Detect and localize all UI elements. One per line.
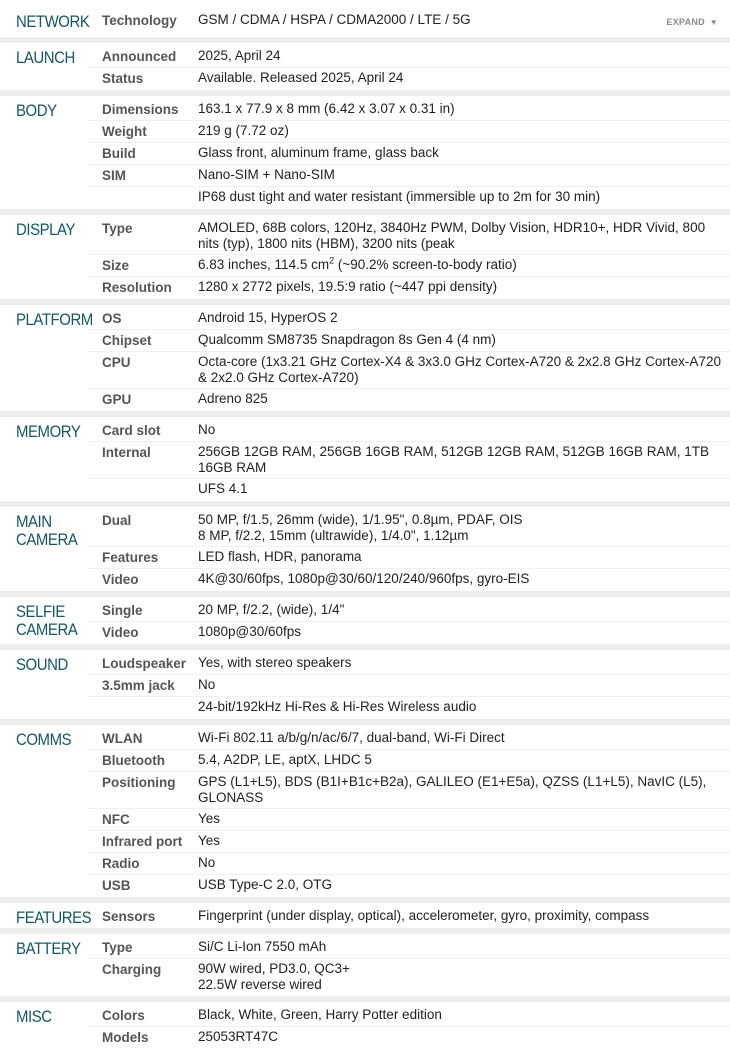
spec-value: Yes, with stereo speakers bbox=[198, 655, 352, 670]
spec-value: Glass front, aluminum frame, glass back bbox=[198, 145, 439, 160]
spec-row bbox=[88, 809, 730, 831]
section-main-camera bbox=[0, 507, 730, 597]
spec-value: Fingerprint (under display, optical), accelerometer, gyro, proximity, compass bbox=[198, 908, 650, 923]
category-cell bbox=[0, 218, 88, 298]
spec-title[interactable]: Charging bbox=[102, 962, 162, 977]
spec-title[interactable]: Features bbox=[102, 550, 159, 565]
spec-row bbox=[88, 277, 730, 298]
spec-value: GSM / CDMA / HSPA / CDMA2000 / LTE / 5G bbox=[198, 12, 471, 27]
spec-title[interactable]: Video bbox=[102, 625, 139, 640]
spec-value: LED flash, HDR, panorama bbox=[198, 549, 362, 564]
spec-row bbox=[88, 959, 730, 995]
spec-value: Nano-SIM + Nano-SIM bbox=[198, 167, 335, 182]
spec-row bbox=[88, 330, 730, 352]
spec-row bbox=[88, 218, 730, 255]
section-comms bbox=[0, 725, 730, 903]
camera-line-1: 50 MP, f/1.5, 26mm (wide), 1/1.95", 0.8µm, PDAF, OIS bbox=[198, 512, 523, 527]
spec-value: Yes bbox=[198, 833, 221, 848]
spec-value: Octa-core (1x3.21 GHz Cortex-X4 & 3x3.0 GHz Cortex-A720 & 2x2.8 GHz Cortex-A720 & 2x2.0 GHz Cortex-A720) bbox=[198, 354, 721, 385]
category-platform[interactable]: PLATFORM bbox=[16, 310, 93, 329]
spec-row bbox=[88, 1027, 730, 1048]
category-features[interactable]: FEATURES bbox=[16, 908, 92, 927]
category-cell bbox=[0, 1005, 88, 1048]
spec-value: 1280 x 2772 pixels, 19.5:9 ratio (~447 ppi density) bbox=[198, 279, 498, 294]
category-main-camera[interactable]: MAIN CAMERA bbox=[16, 512, 78, 549]
spec-row bbox=[88, 772, 730, 809]
spec-title[interactable]: Announced bbox=[102, 49, 177, 64]
spec-row bbox=[88, 675, 730, 697]
chevron-down-icon: ▼ bbox=[709, 18, 718, 27]
spec-title[interactable]: Technology bbox=[102, 13, 177, 28]
spec-value: GPS (L1+L5), BDS (B1I+B1c+B2a), GALILEO (E1+E5a), QZSS (L1+L5), NavIC (L5), GLONASS bbox=[198, 774, 707, 805]
spec-title bbox=[88, 481, 198, 498]
spec-title[interactable]: Internal bbox=[102, 445, 151, 460]
category-cell bbox=[0, 653, 88, 718]
section-battery bbox=[0, 934, 730, 1002]
spec-value: IP68 dust tight and water resistant (immersible up to 2m for 30 min) bbox=[198, 189, 601, 204]
spec-row bbox=[88, 750, 730, 772]
charging-line-1: 90W wired, PD3.0, QC3+ bbox=[198, 961, 350, 976]
spec-title[interactable]: Resolution bbox=[102, 280, 172, 295]
spec-value: Si/C Li-Ion 7550 mAh bbox=[198, 939, 327, 954]
category-display[interactable]: DISPLAY bbox=[16, 220, 76, 239]
category-cell bbox=[0, 99, 88, 208]
spec-value: Adreno 825 bbox=[198, 391, 268, 406]
spec-title[interactable]: Weight bbox=[102, 124, 147, 139]
spec-value: 25053RT47C bbox=[198, 1029, 279, 1044]
spec-value bbox=[198, 512, 730, 544]
spec-title[interactable]: Size bbox=[102, 258, 130, 273]
spec-value: 20 MP, f/2.2, (wide), 1/4" bbox=[198, 602, 345, 617]
spec-title[interactable]: Type bbox=[102, 221, 133, 236]
spec-row bbox=[88, 937, 730, 959]
category-cell bbox=[0, 46, 88, 89]
category-cell bbox=[0, 420, 88, 500]
category-cell bbox=[0, 937, 88, 995]
spec-value: AMOLED, 68B colors, 120Hz, 3840Hz PWM, Dolby Vision, HDR10+, HDR Vivid, 800 nits (typ), 1800 nits (HBM), 3200 nits (peak bbox=[198, 220, 706, 251]
spec-title[interactable]: Dimensions bbox=[102, 102, 179, 117]
category-cell bbox=[0, 600, 88, 643]
category-launch[interactable]: LAUNCH bbox=[16, 48, 75, 67]
spec-value: 1080p@30/60fps bbox=[198, 624, 302, 639]
spec-row bbox=[88, 875, 730, 896]
category-cell bbox=[0, 510, 88, 590]
category-comms[interactable]: COMMS bbox=[16, 730, 72, 749]
spec-value: 256GB 12GB RAM, 256GB 16GB RAM, 512GB 12GB RAM, 512GB 16GB RAM, 1TB 16GB RAM bbox=[198, 444, 709, 475]
category-cell bbox=[0, 308, 93, 410]
spec-value bbox=[198, 257, 730, 274]
spec-row bbox=[88, 906, 730, 927]
spec-value: 5.4, A2DP, LE, aptX, LHDC 5 bbox=[198, 752, 372, 767]
spec-value: USB Type-C 2.0, OTG bbox=[198, 877, 333, 892]
spec-title[interactable]: Single bbox=[102, 603, 143, 618]
category-cell bbox=[0, 728, 88, 896]
spec-value: Qualcomm SM8735 Snapdragon 8s Gen 4 (4 nm) bbox=[198, 332, 496, 347]
category-selfie-camera[interactable]: SELFIE CAMERA bbox=[16, 602, 78, 639]
spec-title[interactable]: Build bbox=[102, 146, 136, 161]
spec-title[interactable]: Infrared port bbox=[102, 834, 183, 849]
section-launch bbox=[0, 43, 730, 96]
spec-value: Available. Released 2025, April 24 bbox=[198, 70, 404, 85]
spec-value: Yes bbox=[198, 811, 221, 826]
spec-row bbox=[88, 121, 730, 143]
spec-row bbox=[88, 600, 730, 622]
spec-row bbox=[88, 389, 730, 410]
spec-value: 2025, April 24 bbox=[198, 48, 281, 63]
spec-value: No bbox=[198, 677, 216, 692]
category-misc[interactable]: MISC bbox=[16, 1007, 52, 1026]
category-sound[interactable]: SOUND bbox=[16, 655, 68, 674]
spec-title[interactable]: Bluetooth bbox=[102, 753, 165, 768]
spec-title[interactable]: Colors bbox=[102, 1008, 145, 1023]
superscript: 2 bbox=[329, 255, 335, 266]
spec-row bbox=[88, 46, 730, 68]
spec-title[interactable]: USB bbox=[102, 878, 131, 893]
spec-title[interactable]: Models bbox=[102, 1030, 149, 1045]
size-ratio: (~90.2% screen-to-body ratio) bbox=[334, 257, 517, 272]
spec-row bbox=[88, 420, 730, 442]
section-selfie-camera bbox=[0, 597, 730, 650]
spec-title[interactable]: Dual bbox=[102, 513, 132, 528]
spec-title bbox=[88, 699, 198, 716]
spec-row bbox=[88, 653, 730, 675]
spec-row bbox=[88, 831, 730, 853]
spec-row bbox=[88, 1005, 730, 1027]
spec-row bbox=[88, 510, 730, 547]
expand-button[interactable] bbox=[666, 17, 718, 27]
spec-row bbox=[88, 68, 730, 89]
spec-title[interactable]: NFC bbox=[102, 812, 130, 827]
category-body[interactable]: BODY bbox=[16, 101, 57, 120]
spec-title[interactable]: Sensors bbox=[102, 909, 156, 924]
spec-title[interactable]: Loudspeaker bbox=[102, 656, 187, 671]
spec-row bbox=[88, 165, 730, 187]
category-battery[interactable]: BATTERY bbox=[16, 939, 81, 958]
size-text: 6.83 inches, 114.5 cm bbox=[198, 257, 330, 272]
section-features bbox=[0, 903, 730, 934]
section-misc bbox=[0, 1002, 730, 1049]
spec-row bbox=[88, 622, 730, 643]
spec-title[interactable]: SIM bbox=[102, 168, 127, 183]
section-sound bbox=[0, 650, 730, 725]
camera-line-2: 8 MP, f/2.2, 15mm (ultrawide), 1/4.0", 1.12µm bbox=[198, 528, 469, 543]
spec-title[interactable]: CPU bbox=[102, 355, 131, 370]
spec-title[interactable]: Card slot bbox=[102, 423, 161, 438]
category-network[interactable]: NETWORK bbox=[16, 12, 90, 31]
spec-row bbox=[88, 442, 730, 479]
category-cell bbox=[0, 906, 92, 927]
spec-title[interactable]: OS bbox=[102, 311, 122, 326]
spec-title bbox=[88, 189, 198, 206]
spec-row bbox=[88, 479, 730, 500]
spec-title[interactable]: Status bbox=[102, 71, 144, 86]
spec-value: No bbox=[198, 422, 216, 437]
spec-value: 24-bit/192kHz Hi-Res & Hi-Res Wireless audio bbox=[198, 699, 477, 714]
spec-row bbox=[88, 308, 730, 330]
spec-value: Wi-Fi 802.11 a/b/g/n/ac/6/7, dual-band, Wi-Fi Direct bbox=[198, 730, 505, 745]
spec-row bbox=[88, 255, 730, 277]
spec-title[interactable]: Positioning bbox=[102, 775, 176, 790]
spec-title[interactable]: Video bbox=[102, 572, 139, 587]
spec-value: 163.1 x 77.9 x 8 mm (6.42 x 3.07 x 0.31 in) bbox=[198, 101, 455, 116]
expand-label: EXPAND bbox=[666, 17, 705, 27]
category-cell bbox=[0, 10, 88, 31]
spec-row bbox=[88, 547, 730, 569]
spec-value: 219 g (7.72 oz) bbox=[198, 123, 289, 138]
spec-title[interactable]: Radio bbox=[102, 856, 140, 871]
spec-title[interactable]: Type bbox=[102, 940, 133, 955]
spec-value: Android 15, HyperOS 2 bbox=[198, 310, 338, 325]
spec-value: No bbox=[198, 855, 216, 870]
section-platform bbox=[0, 305, 730, 417]
spec-row bbox=[88, 853, 730, 875]
spec-value: 4K@30/60fps, 1080p@30/60/120/240/960fps, gyro-EIS bbox=[198, 571, 530, 586]
spec-title[interactable]: GPU bbox=[102, 392, 132, 407]
category-memory[interactable]: MEMORY bbox=[16, 422, 81, 441]
spec-row bbox=[88, 187, 730, 208]
spec-row bbox=[88, 569, 730, 590]
spec-row bbox=[88, 10, 730, 31]
spec-value bbox=[198, 961, 730, 993]
spec-title[interactable]: 3.5mm jack bbox=[102, 678, 175, 693]
section-network bbox=[0, 0, 730, 43]
spec-row bbox=[88, 143, 730, 165]
spec-title[interactable]: WLAN bbox=[102, 731, 143, 746]
charging-line-2: 22.5W reverse wired bbox=[198, 977, 322, 992]
spec-row bbox=[88, 728, 730, 750]
section-memory bbox=[0, 417, 730, 507]
section-display bbox=[0, 215, 730, 305]
spec-value: Black, White, Green, Harry Potter edition bbox=[198, 1007, 442, 1022]
spec-row bbox=[88, 697, 730, 718]
spec-title[interactable]: Chipset bbox=[102, 333, 152, 348]
spec-value: UFS 4.1 bbox=[198, 481, 248, 496]
spec-row bbox=[88, 352, 730, 389]
section-body bbox=[0, 96, 730, 215]
spec-row bbox=[88, 99, 730, 121]
